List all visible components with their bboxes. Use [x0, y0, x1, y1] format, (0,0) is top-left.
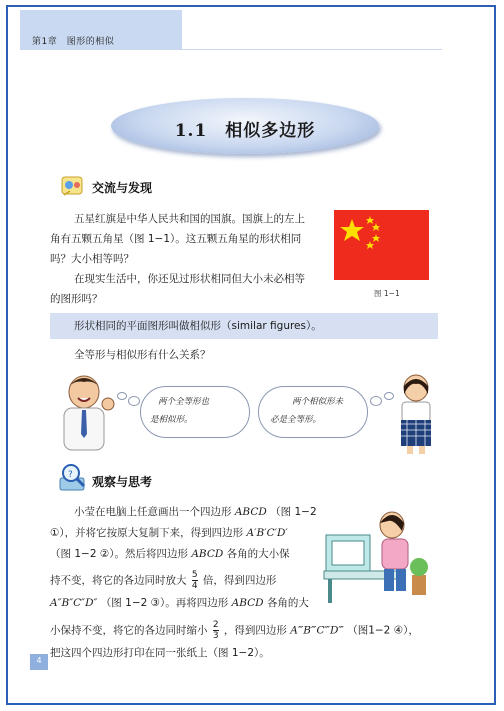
- math-abcd: ABCD: [234, 506, 267, 518]
- question-text: 全等形与相似形有什么关系？: [74, 349, 211, 361]
- bubble-left-line: 两个全等形也: [158, 397, 210, 407]
- chapter-header: 第1章 图形的相似: [32, 37, 115, 47]
- text-run: 持不变，将它的各边同时放大: [50, 574, 187, 587]
- thought-bubble-right: [258, 386, 368, 438]
- section1-heading: 交流与发现: [92, 181, 153, 195]
- exchange-icon: [60, 173, 86, 199]
- text-run: （图 1−2 ③）。再将四边形: [100, 597, 229, 609]
- math-a1: A′B′C′D′: [246, 527, 288, 539]
- svg-text:?: ?: [68, 470, 73, 480]
- figure-caption: 图 1−1: [374, 289, 400, 298]
- magnifier-icon: [58, 462, 88, 492]
- text-run: （图1−2 ④），: [347, 624, 419, 637]
- paragraph-line: [50, 545, 290, 564]
- definition-text: 形状相同的平面图形叫做相似形（similar figures）。: [74, 320, 322, 332]
- fraction-denominator: 3: [212, 631, 219, 641]
- paragraph-line: 五星红旗是中华人民共和国的国旗。国旗上的左上: [74, 213, 305, 225]
- thought-puff: [128, 396, 140, 406]
- flag-stars: [334, 210, 429, 280]
- fraction-numerator: 2: [212, 620, 219, 630]
- thought-bubble-left: [140, 386, 250, 438]
- page-number: 4: [36, 656, 42, 665]
- paragraph-line: [50, 524, 288, 543]
- bubble-right-line: 两个相似形未: [292, 397, 344, 407]
- math-abcd: ABCD: [231, 597, 264, 609]
- boy-illustration: [56, 372, 116, 452]
- chinese-flag-image: [334, 210, 429, 280]
- paragraph-line: [50, 570, 276, 591]
- paragraph-line: 在现实生活中，你还见过形状相同但大小未必相等: [74, 273, 305, 285]
- fraction-denominator: 4: [191, 581, 198, 591]
- paragraph-line: [74, 503, 317, 522]
- section2-heading: 观察与思考: [92, 475, 153, 489]
- math-a2: A″B″C″D″: [50, 597, 98, 609]
- bubble-left-line: 是相似形。: [150, 415, 193, 425]
- girl-illustration: [392, 372, 440, 456]
- header-rule: [182, 49, 442, 50]
- math-a3: A‴B‴C‴D‴: [290, 624, 344, 637]
- text-run: 小莹在电脑上任意画出一个四边形: [74, 506, 232, 518]
- text-run: ，得到四边形: [223, 624, 287, 637]
- section-title: 1.1 相似多边形: [174, 121, 316, 141]
- fraction-shrink: [213, 620, 219, 641]
- paragraph-line: 角有五颗五角星（图 1−1）。这五颗五角星的形状相同: [50, 233, 302, 245]
- text-run: 倍，得到四边形: [202, 574, 277, 587]
- text-run: 各角的大: [266, 597, 309, 609]
- paragraph-line: [50, 620, 419, 641]
- paragraph-line: 吗？大小相等吗？: [50, 253, 134, 265]
- text-run: 小保持不变，将它的各边同时缩小: [50, 624, 208, 637]
- thought-puff: [370, 396, 382, 406]
- fraction-numerator: 5: [191, 570, 198, 580]
- thought-puff: [117, 392, 127, 400]
- girl-computer-illustration: [322, 505, 440, 605]
- paragraph-line: 把这四个四边形打印在同一张纸上（图 1−2）。: [50, 647, 270, 659]
- text-run: （图 1−2: [270, 506, 317, 518]
- text-run: （图 1−2 ②）。然后将四边形: [50, 548, 188, 560]
- bubble-right-line: 必是全等形。: [270, 415, 322, 425]
- math-abcd: ABCD: [191, 548, 224, 560]
- text-run: 各角的大小保: [226, 548, 290, 560]
- fraction-scale: [192, 570, 198, 591]
- paragraph-line: [50, 594, 309, 613]
- paragraph-line: 的图形吗？: [50, 293, 103, 305]
- text-run: ①），并将它按原大复制下来，得到四边形: [50, 527, 244, 539]
